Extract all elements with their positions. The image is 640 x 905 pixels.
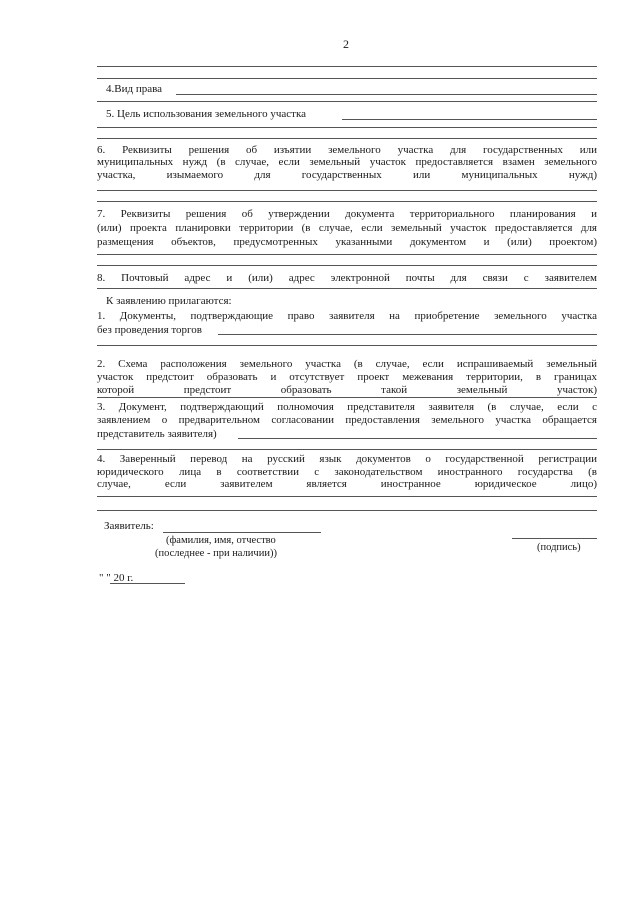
blank-line — [97, 127, 597, 128]
section-4-field[interactable] — [176, 94, 597, 95]
section-8-line-1: 8. Почтовый адрес и (или) адрес электронной почты для связи с заявителем — [97, 272, 597, 284]
blank-line — [97, 345, 597, 346]
section-5-field[interactable] — [342, 119, 597, 120]
blank-line — [97, 101, 597, 102]
attachments-heading: К заявлению прилагаются: — [106, 295, 232, 307]
attachment-4-line-2: юридического лица в соответствии с законодательством иностранного государства (в — [97, 466, 597, 478]
blank-line — [97, 66, 597, 67]
signature-hint: (подпись) — [537, 542, 581, 553]
attachment-4-line-3: случае, если заявителем является иностранное юридическое лицо) — [97, 478, 597, 490]
section-7-line-1: 7. Реквизиты решения об утверждении документа территориального планирования и — [97, 208, 597, 220]
attachment-2-line-3: которой предстоит образовать такой земельный участок) — [97, 384, 597, 396]
name-hint-2: (последнее - при наличии)) — [155, 548, 277, 559]
attachment-4-line-1: 4. Заверенный перевод на русский язык документов о государственной регистрации — [97, 453, 597, 465]
applicant-label: Заявитель: — [104, 520, 154, 532]
blank-line — [97, 510, 597, 511]
date-field[interactable] — [110, 583, 185, 584]
section-6-line-2: муниципальных нужд (в случае, если земельный участок предоставляется взамен земельного — [97, 156, 597, 168]
section-7-line-2: (или) проекта планировки территории (в случае, если земельный участок предоставляется для — [97, 222, 597, 234]
page-number: 2 — [343, 37, 349, 51]
attachment-4-field[interactable] — [97, 496, 597, 497]
attachment-3-line-1: 3. Документ, подтверждающий полномочия представителя заявителя (в случае, если с — [97, 401, 597, 413]
section-6-line-3: участка, изымаемого для государственных или муниципальных нужд) — [97, 169, 597, 181]
attachment-2-line-2: участок предстоит образовать и отсутствует проект межевания территории, в границах — [97, 371, 597, 383]
attachment-1-line-1: 1. Документы, подтверждающие право заявителя на приобретение земельного участка — [97, 310, 597, 322]
attachment-3-line-2: заявлением о предварительном согласовании предоставления земельного участка обращается — [97, 414, 597, 426]
attachment-1-line-2: без проведения торгов — [97, 324, 202, 336]
section-6-line-1: 6. Реквизиты решения об изъятии земельного участка для государственных или — [97, 144, 597, 156]
attachment-3-line-3: представитель заявителя) — [97, 428, 217, 440]
attachment-3-field[interactable] — [238, 438, 597, 439]
section-5-label: 5. Цель использования земельного участка — [106, 108, 307, 120]
section-7-field[interactable] — [97, 254, 597, 255]
date-line: " " 20 г. — [99, 572, 134, 584]
attachment-1-field[interactable] — [218, 334, 597, 335]
section-6-field[interactable] — [97, 190, 597, 191]
blank-line — [97, 265, 597, 266]
section-4-label: 4.Вид права — [106, 83, 163, 95]
blank-line — [97, 449, 597, 450]
attachment-2-line-1: 2. Схема расположения земельного участка (в случае, если испрашиваемый земельный — [97, 358, 597, 370]
name-hint-1: (фамилия, имя, отчество — [166, 535, 276, 546]
section-8-field[interactable] — [97, 288, 597, 289]
blank-line — [97, 138, 597, 139]
section-7-line-3: размещения объектов, предусмотренных указанными документом и (или) проектом) — [97, 236, 597, 248]
blank-line — [97, 201, 597, 202]
signature-field[interactable] — [512, 538, 597, 539]
applicant-name-field[interactable] — [163, 532, 321, 533]
blank-line — [97, 78, 597, 79]
attachment-2-field[interactable] — [97, 397, 597, 398]
